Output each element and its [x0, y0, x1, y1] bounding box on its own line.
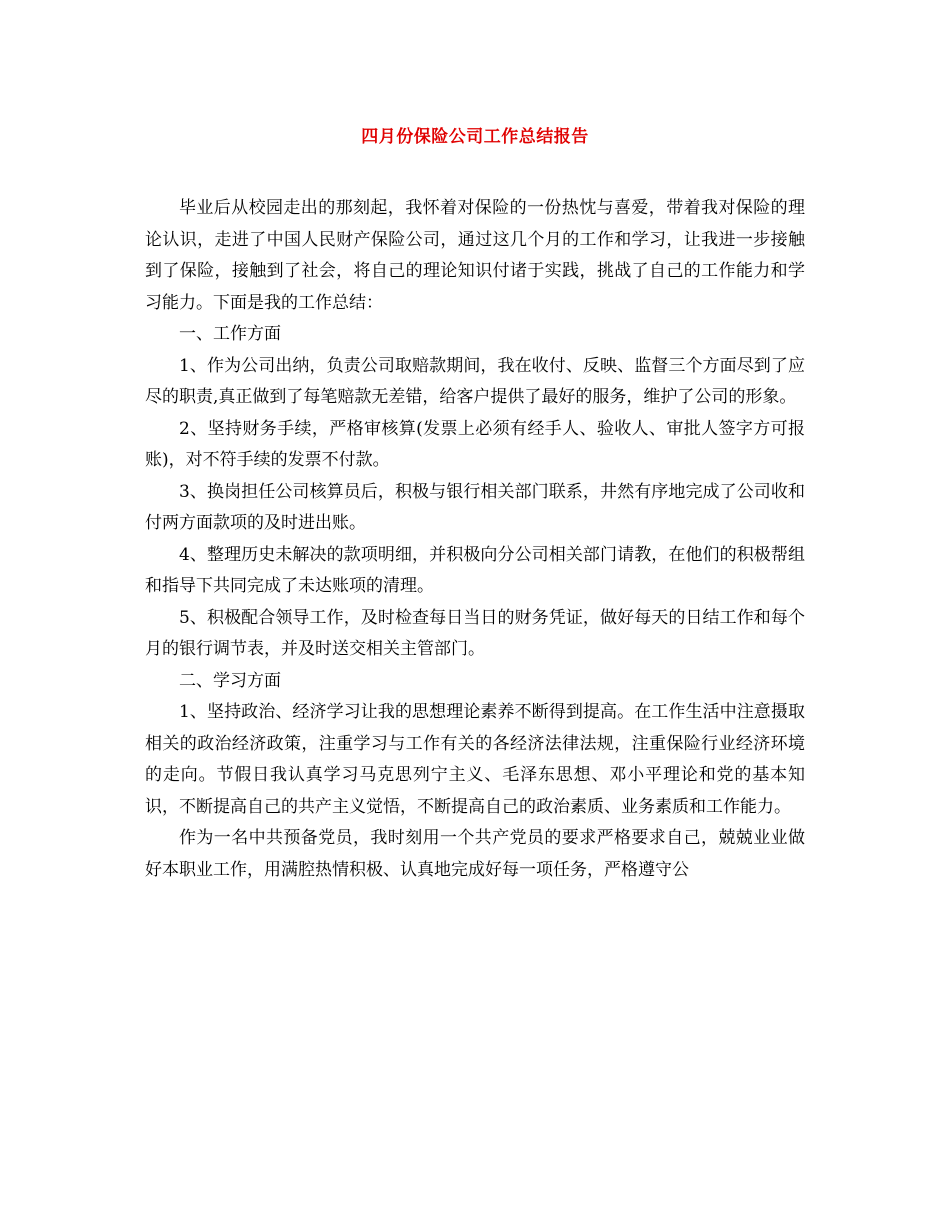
paragraph-work-5: 5、积极配合领导工作，及时检查每日当日的财务凭证，做好每天的日结工作和每个月的银行调节表，并及时送交相关主管部门。 — [145, 607, 805, 659]
document-body — [145, 193, 805, 886]
document-title: 四月份保险公司工作总结报告 — [361, 127, 589, 147]
paragraph-study-1: 1、坚持政治、经济学习让我的思想理论素养不断得到提高。在工作生活中注意摄取相关的政治经济政策，注重学习与工作有关的各经济法律法规，注重保险行业经济环境的走向。节假日我认真学习马克思列宁主义、毛泽东思想、邓小平理论和党的基本知识，不断提高自己的共产主义觉悟，不断提高自己的政治素质、业务素质和工作能力。 — [145, 702, 805, 817]
paragraph-work-2: 2、坚持财务手续，严格审核算(发票上必须有经手人、验收人、审批人签字方可报账)，对不符手续的发票不付款。 — [145, 418, 805, 470]
paragraph-party-member: 作为一名中共预备党员，我时刻用一个共产党员的要求严格要求自己，兢兢业业做好本职业工作，用满腔热情积极、认真地完成好每一项任务，严格遵守公 — [145, 828, 805, 880]
paragraph-work-4: 4、整理历史未解决的款项明细，并积极向分公司相关部门请教，在他们的积极帮组和指导下共同完成了未达账项的清理。 — [145, 544, 805, 596]
section-heading-work: 一、工作方面 — [179, 324, 281, 344]
paragraph-work-3: 3、换岗担任公司核算员后，积极与银行相关部门联系，井然有序地完成了公司收和付两方面款项的及时进出账。 — [145, 481, 805, 533]
section-heading-study: 二、学习方面 — [179, 670, 281, 691]
paragraph-intro: 毕业后从校园走出的那刻起，我怀着对保险的一份热忱与喜爱，带着我对保险的理论认识，走进了中国人民财产保险公司，通过这几个月的工作和学习，让我进一步接触到了保险，接触到了社会，将自己的理论知识付诸于实践，挑战了自己的工作能力和学习能力。下面是我的工作总结： — [145, 198, 805, 313]
paragraph-work-1: 1、作为公司出纳，负责公司取赔款期间，我在收付、反映、监督三个方面尽到了应尽的职责,真正做到了每笔赔款无差错，给客户提供了最好的服务，维护了公司的形象。 — [145, 355, 805, 407]
